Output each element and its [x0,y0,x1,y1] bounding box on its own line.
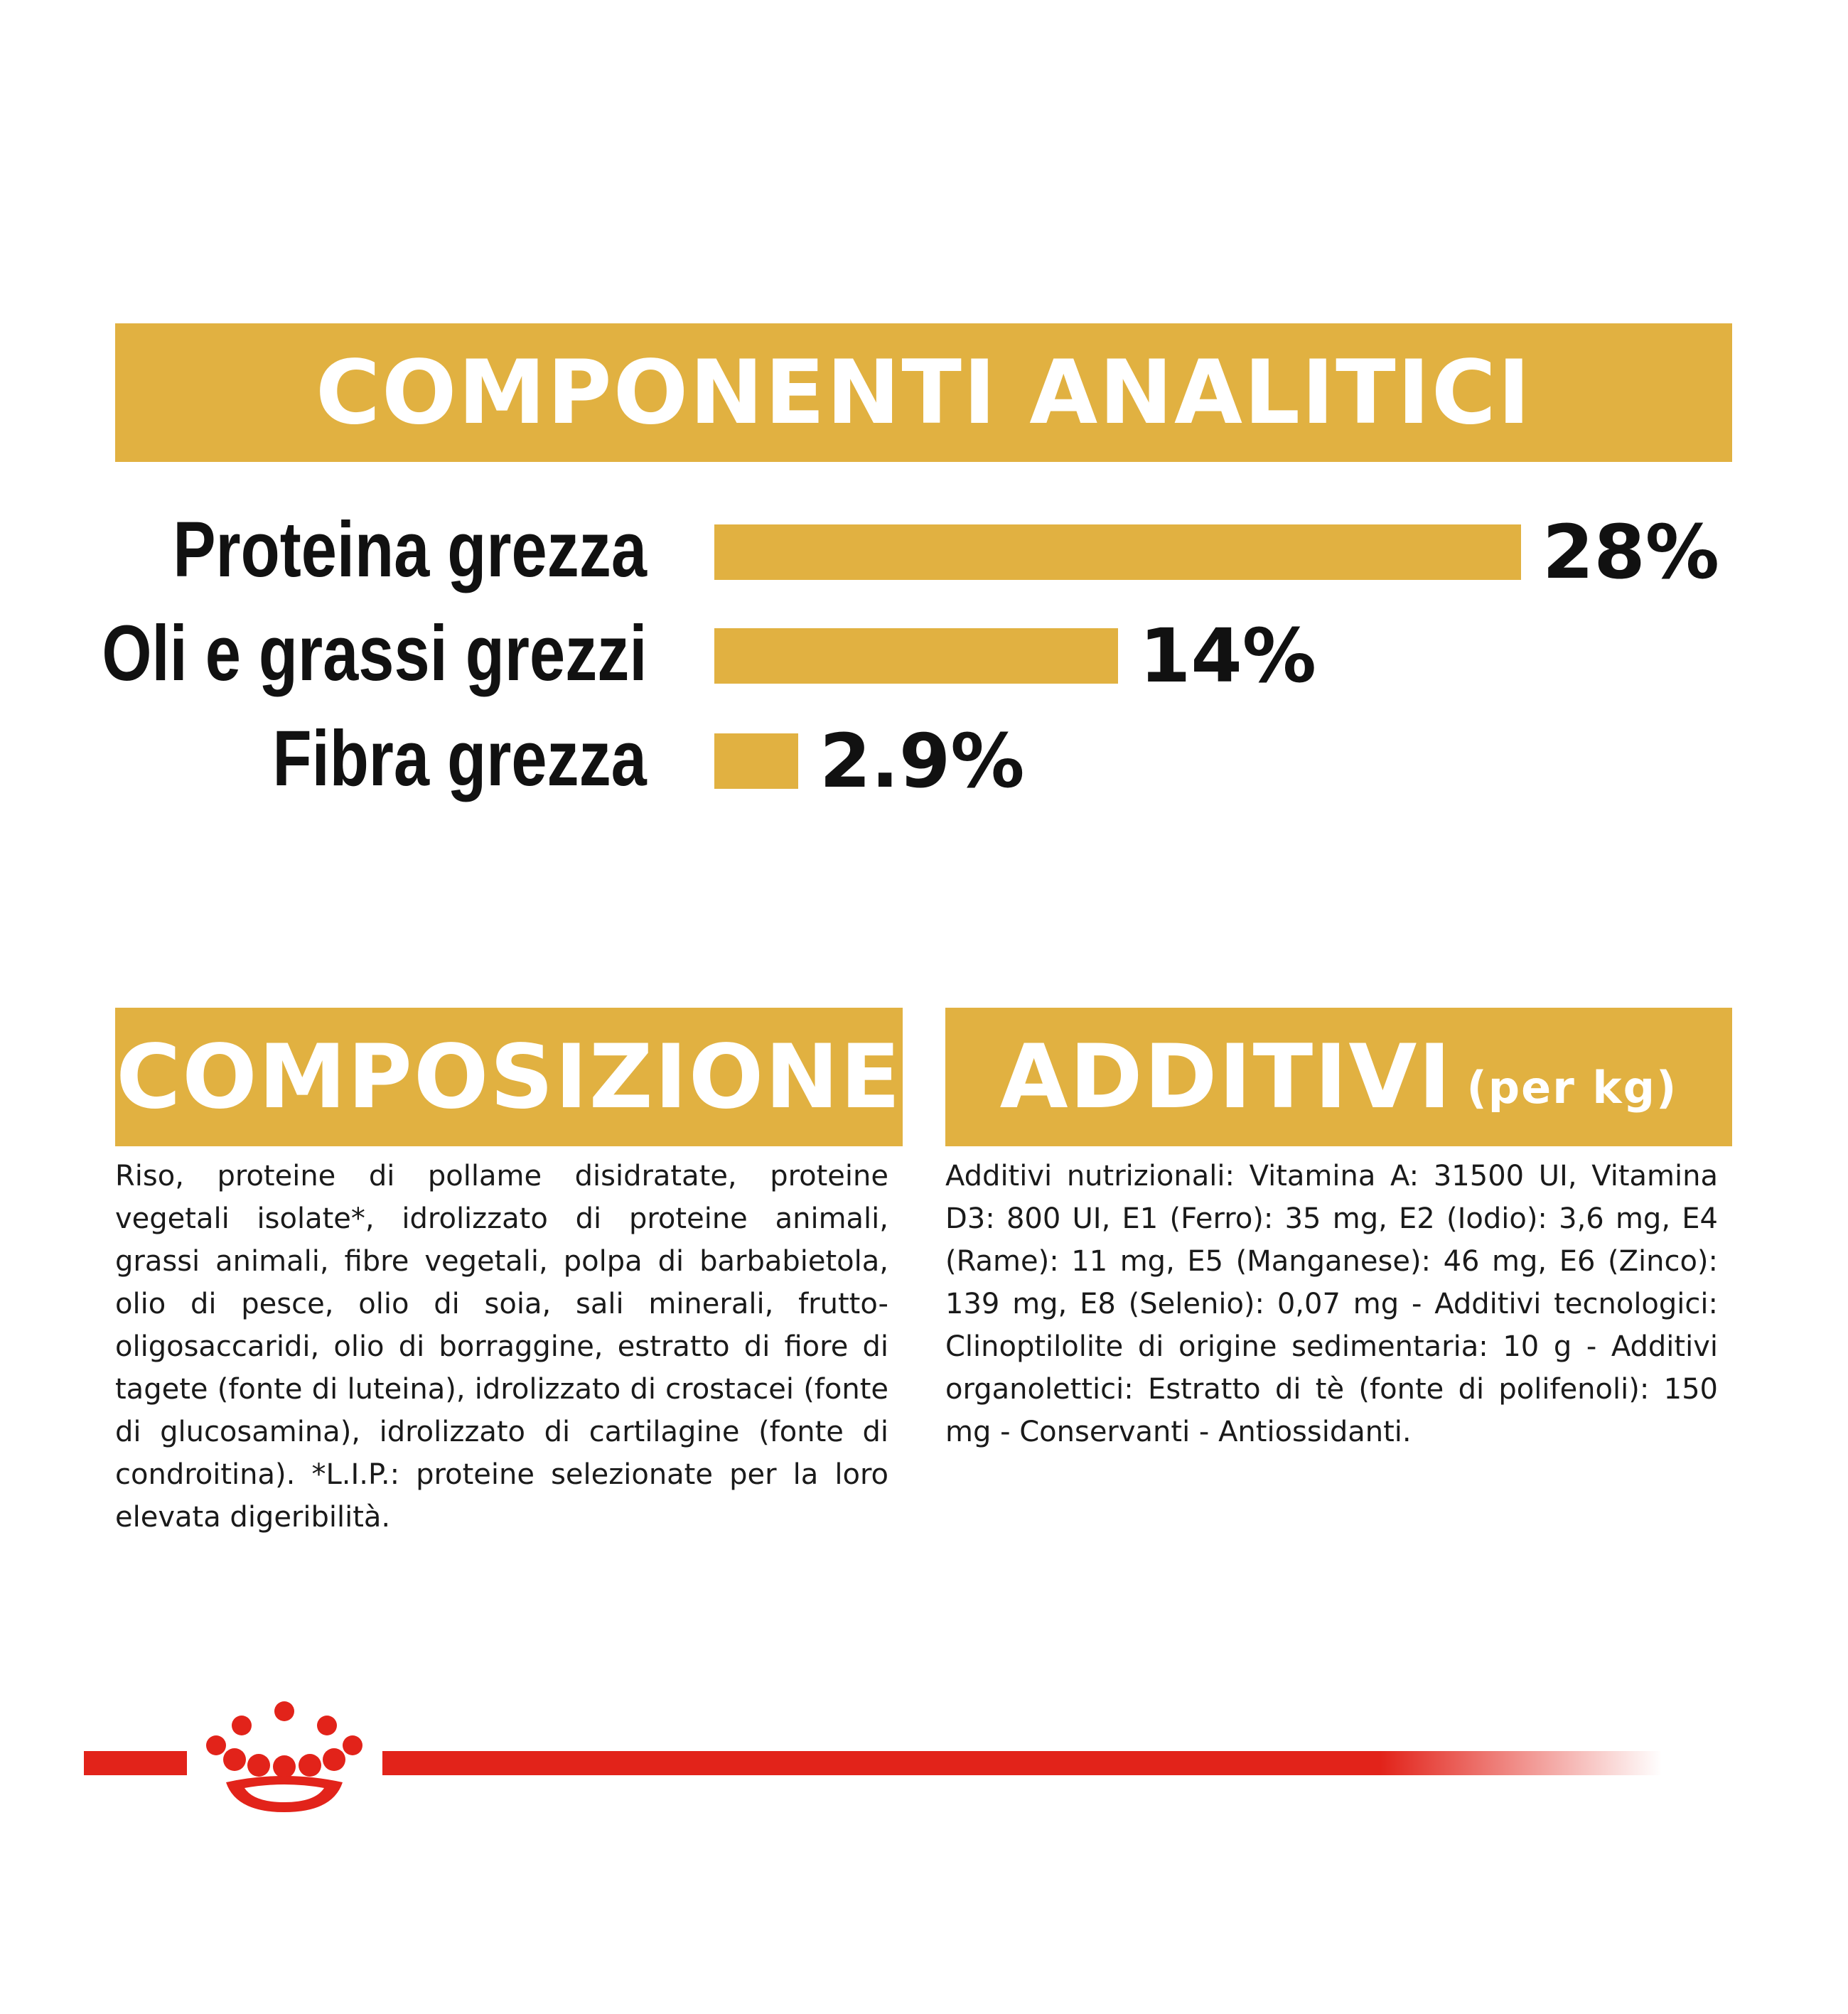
brand-bar-left [84,1751,187,1775]
composizione-text: Riso, proteine di pollame disidratate, proteine vegetali isolate*, idrolizzato di proteine animali, grassi animali, fibre vegetali, polpa di barbabietola, olio di pesce, olio di soia, sali minerali, frutto-oligosaccaridi, olio di borraggine, estratto di fiore di tagete (fonte di luteina), idrolizzato di crostacei (fonte di glucosamina), idrolizzato di cartilagine (fonte di condroitina). *L.I.P.: proteine selezionate per la loro elevata digeribilità. [115,1160,888,1534]
crown-logo-icon [206,1701,362,1812]
additivi-title: ADDITIVI [999,1025,1453,1129]
additivi-text: Additivi nutrizionali: Vitamina A: 31500 UI, Vitamina D3: 800 UI, E1 (Ferro): 35 mg, E2 (Iodio): 3,6 mg, E4 (Rame): 11 mg, E5 (Manganese): 46 mg, E6 (Zinco): 139 mg, E8 (Selenio): 0,07 mg - Additivi tecnologici: Clinoptilolite di origine sedimentaria: 10 g - Additivi organolettici: Estratto di tè (fonte di polifenoli): 150 mg - Conservanti - Antiossidanti. [945,1160,1718,1448]
bar [714,628,1118,684]
bar-value-label: 2.9% [820,718,1025,804]
additivi-banner [945,1008,1732,1146]
brand-footer-bar [84,1691,1662,1833]
bar-value-label: 14% [1139,613,1316,699]
additivi-subtitle: (per kg) [1466,1062,1678,1114]
brand-bar-right [382,1751,1662,1775]
analitici-banner [115,323,1732,462]
bar [714,524,1521,580]
composizione-title: COMPOSIZIONE [116,1025,902,1129]
bar-label: Fibra grezza [272,715,647,802]
analitici-title: COMPONENTI ANALITICI [316,341,1532,444]
composizione-banner [115,1008,903,1146]
bar-value-label: 28% [1542,509,1719,596]
bar-label: Proteina grezza [173,506,647,593]
bar-label: Oli e grassi grezzi [101,610,647,697]
bar [714,733,798,789]
